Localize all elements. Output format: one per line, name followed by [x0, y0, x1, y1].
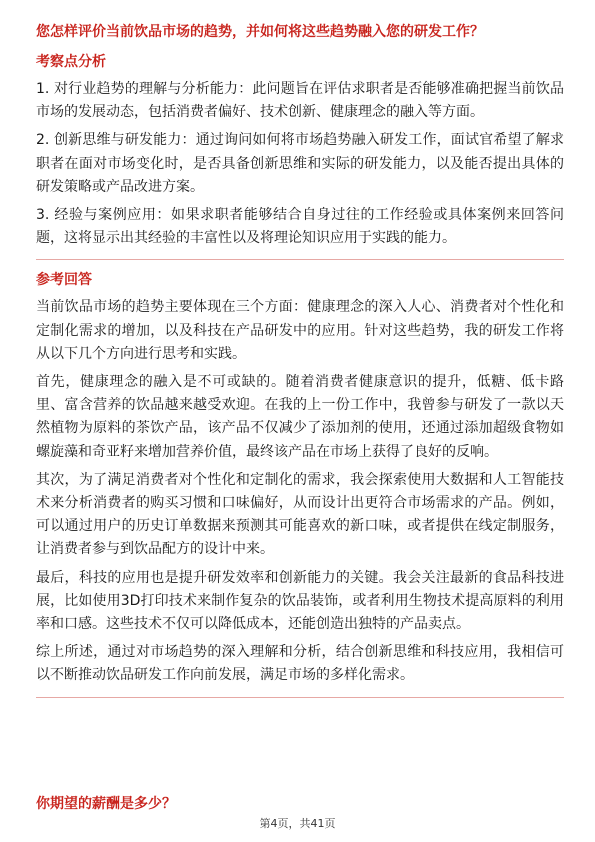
- next-question-heading: 你期望的薪酬是多少？: [36, 796, 176, 812]
- answer-paragraph: 其次，为了满足消费者对个性化和定制化的需求，我会探索使用大数据和人工智能技术来分析消费者的购买习惯和口味偏好，从而设计出更符合市场需求的产品。例如，可以通过用户的历史订单数据来预测其可能喜欢的新口味，或者提供在线定制服务，让消费者参与到饮品配方的设计中来。: [36, 471, 564, 558]
- analysis-section-title: 考察点分析: [36, 54, 106, 70]
- section-divider: [36, 697, 564, 698]
- analysis-point: 3. 经验与案例应用：如果求职者能够结合自身过往的工作经验或具体案例来回答问题，这将显示出其经验的丰富性以及将理论知识应用于实践的能力。: [36, 207, 564, 247]
- answer-section-title: 参考回答: [36, 272, 92, 289]
- document-page: [36, 22, 564, 708]
- answer-paragraph: 当前饮品市场的趋势主要体现在三个方面：健康理念的深入人心、消费者对个性化和定制化需求的增加，以及科技在产品研发中的应用。针对这些趋势，我的研发工作将从以下几个方向进行思考和实践。: [36, 299, 564, 362]
- question-heading: 您怎样评价当前饮品市场的趋势，并如何将这些趋势融入您的研发工作？: [36, 24, 484, 40]
- page-footer: 第4页，共41页: [259, 817, 336, 830]
- section-divider: [36, 259, 564, 260]
- analysis-point: 1. 对行业趋势的理解与分析能力：此问题旨在评估求职者是否能够准确把握当前饮品市场的发展动态，包括消费者偏好、技术创新、健康理念的融入等方面。: [36, 81, 564, 121]
- analysis-points: [36, 78, 564, 250]
- answer-paragraphs: [36, 296, 564, 687]
- analysis-point: 2. 创新思维与研发能力：通过询问如何将市场趋势融入研发工作，面试官希望了解求职者在面对市场变化时，是否具备创新思维和实际的研发能力，以及能否提出具体的研发策略或产品改进方案。: [36, 132, 564, 195]
- answer-paragraph: 最后，科技的应用也是提升研发效率和创新能力的关键。我会关注最新的食品科技进展，比如使用3D打印技术来制作复杂的饮品装饰，或者利用生物技术提高原料的利用率和口感。这些技术不仅可以降低成本，还能创造出独特的产品卖点。: [36, 569, 564, 633]
- answer-paragraph: 首先，健康理念的融入是不可或缺的。随着消费者健康意识的提升，低糖、低卡路里、富含营养的饮品越来越受欢迎。在我的上一份工作中，我曾参与研发了一款以天然植物为原料的茶饮产品，该产品不仅减少了添加剂的使用，还通过添加超级食物如螺旋藻和奇亚籽来增加营养价值，最终该产品在市场上获得了良好的反响。: [36, 374, 564, 460]
- answer-paragraph: 综上所述，通过对市场趋势的深入理解和分析，结合创新思维和科技应用，我相信可以不断推动饮品研发工作向前发展，满足市场的多样化需求。: [36, 644, 564, 684]
